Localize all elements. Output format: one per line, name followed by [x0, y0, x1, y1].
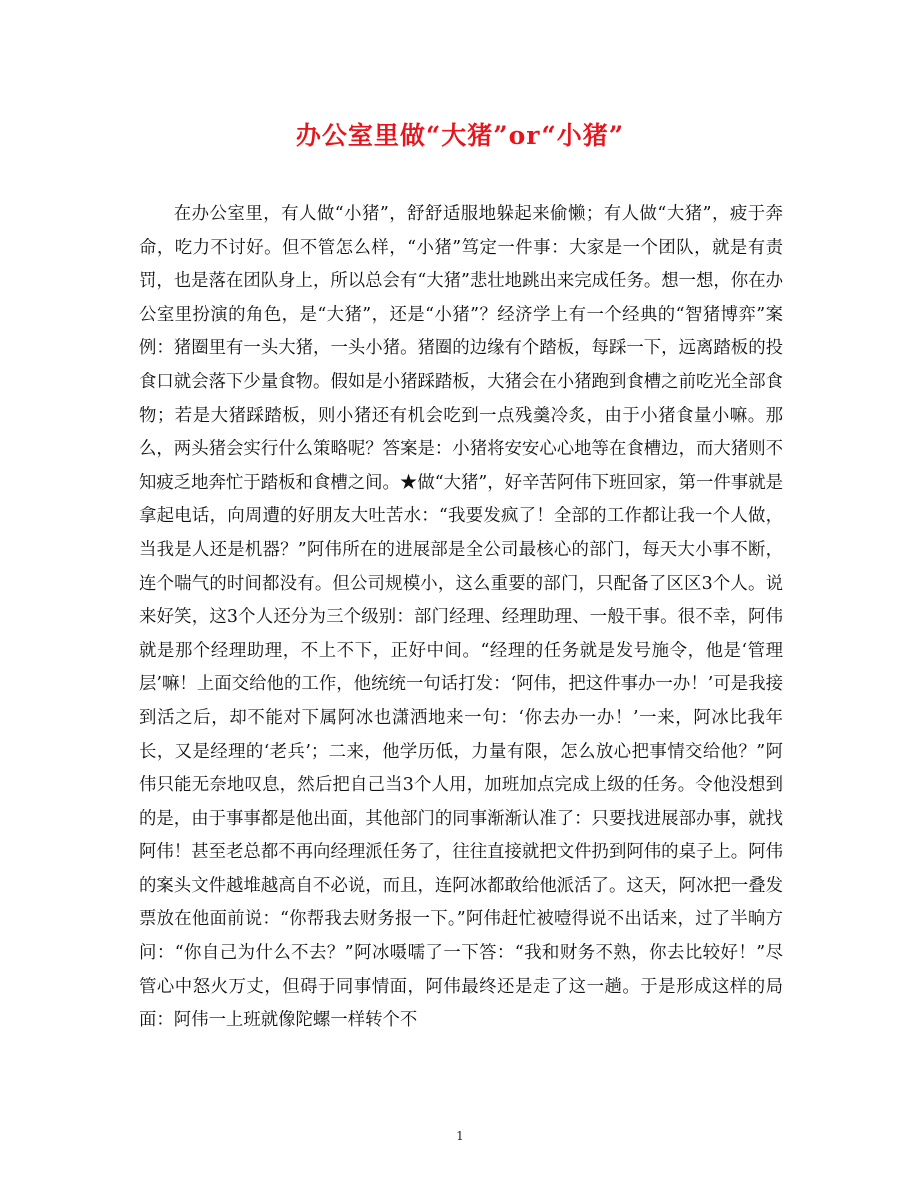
page-number: 1 [456, 1129, 464, 1143]
body-paragraph: 在办公室里，有人做“小猪”，舒舒适服地躲起来偷懒；有人做“大猪”，疲于奔命，吃力不讨好。但不管怎么样，“小猪”笃定一件事：大家是一个团队，就是有责罚，也是落在团队身上，所以总会有“大猪”悲壮地跳出来完成任务。想一想，你在办公室里扮演的角色，是“大猪”，还是“小猪”？经济学上有一个经典的“智猪博弈”案例：猪圈里有一头大猪，一头小猪。猪圈的边缘有个踏板，每踩一下，远离踏板的投食口就会落下少量食物。假如是小猪踩踏板，大猪会在小猪跑到食槽之前吃光全部食物；若是大猪踩踏板，则小猪还有机会吃到一点残羹冷炙，由于小猪食量小嘛。那么，两头猪会实行什么策略呢？答案是：小猪将安安心心地等在食槽边，而大猪则不知疲乏地奔忙于踏板和食槽之间。★做“大猪”，好辛苦阿伟下班回家，第一件事就是拿起电话，向周遭的好朋友大吐苦水：“我要发疯了！全部的工作都让我一个人做，当我是人还是机器？”阿伟所在的进展部是全公司最核心的部门，每天大小事不断，连个喘气的时间都没有。但公司规模小，这么重要的部门，只配备了区区3个人。说来好笑，这3个人还分为三个级别：部门经理、经理助理、一般干事。很不幸，阿伟就是那个经理助理，不上不下，正好中间。“经理的任务就是发号施令，他是‘管理层’嘛！上面交给他的工作，他统统一句话打发：‘阿伟，把这件事办一办！’可是我接到活之后，却不能对下属阿冰也潇洒地来一句：‘你去办一办！’一来，阿冰比我年长，又是经理的‘老兵’；二来，他学历低，力量有限，怎么放心把事情交给他？”阿伟只能无奈地叹息，然后把自己当3个人用，加班加点完成上级的任务。令他没想到的是，由于事事都是他出面，其他部门的同事渐渐认准了：只要找进展部办事，就找阿伟！甚至老总都不再向经理派任务了，往往直接就把文件扔到阿伟的桌子上。阿伟的案头文件越堆越高自不必说，而且，连阿冰都敢给他派活了。这天，阿冰把一叠发票放在他面前说：“你帮我去财务报一下。”阿伟赶忙被噎得说不出话来，过了半晌方问：“你自己为什么不去？”阿冰嗫嚅了一下答：“我和财务不熟，你去比较好！”尽管心中怒火万丈，但碍于同事情面，阿伟最终还是走了这一趟。于是形成这样的局面：阿伟一上班就像陀螺一样转个不 [139, 204, 783, 1031]
document-title: 办公室里做“大猪”or“小猪” [295, 121, 625, 150]
